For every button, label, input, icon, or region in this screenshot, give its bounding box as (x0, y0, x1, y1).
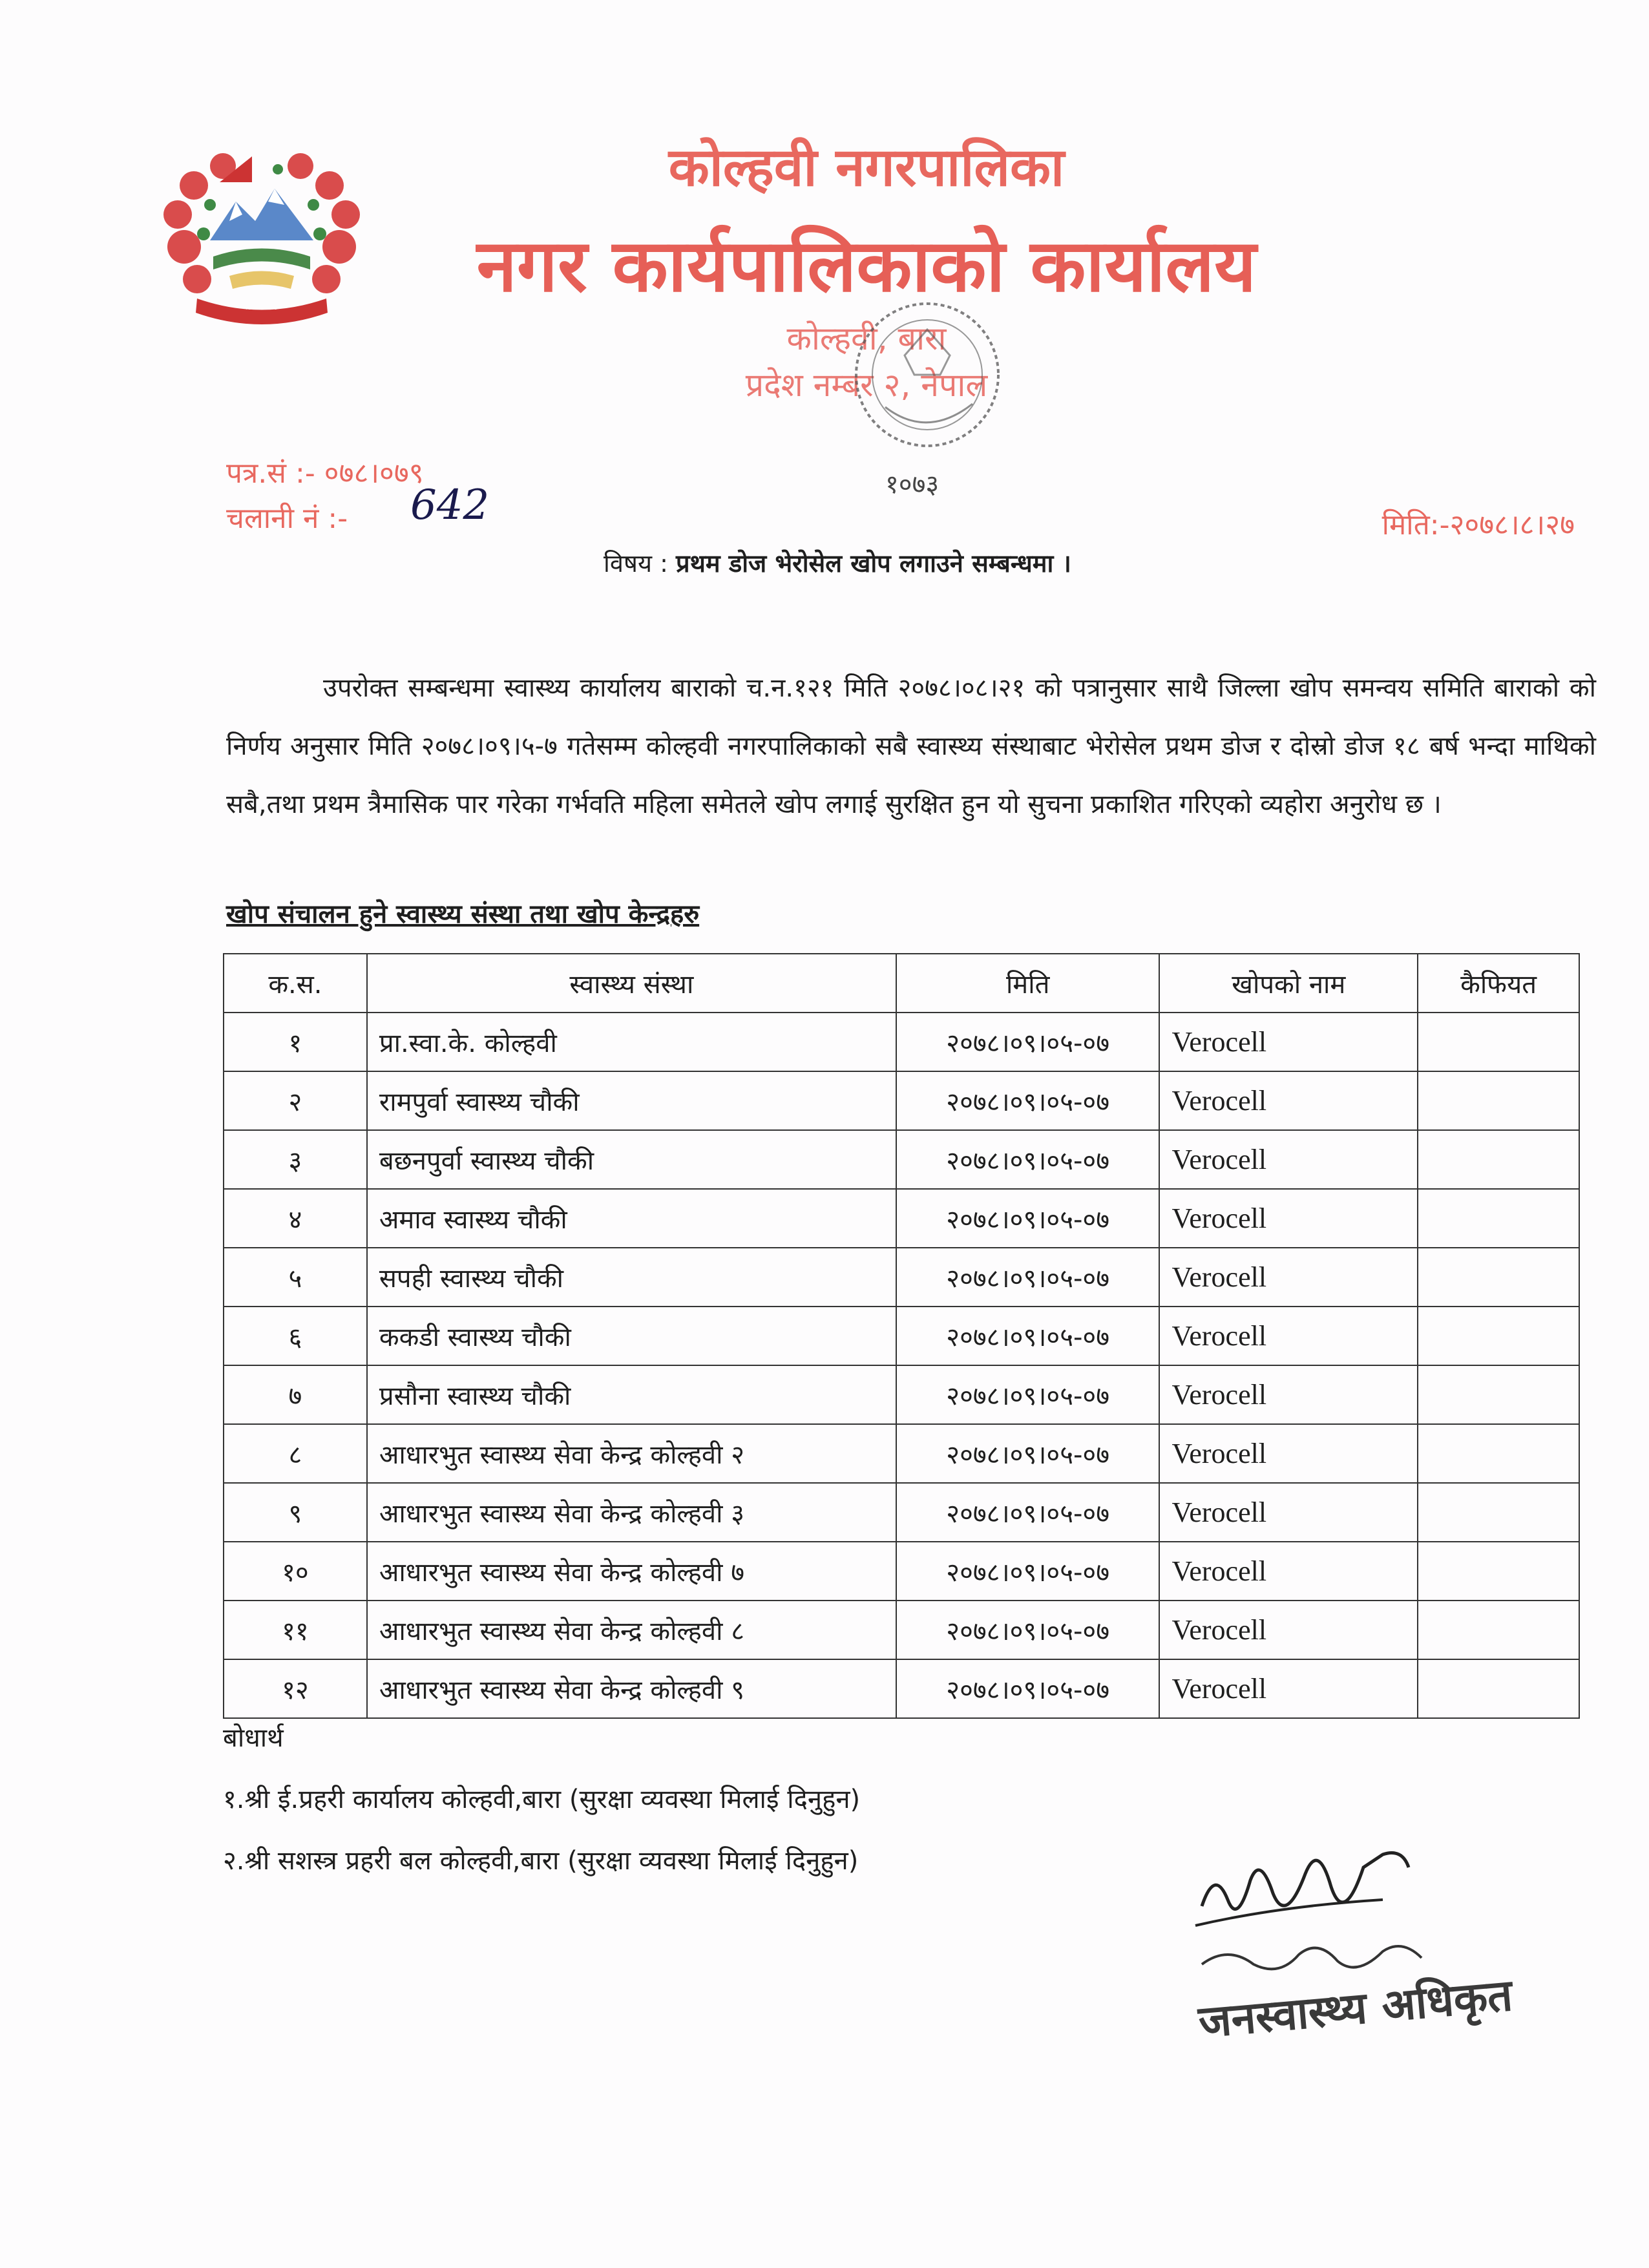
reference-number: पत्र.सं :- ०७८।०७९ (226, 457, 424, 490)
row-vaccine: Verocell (1159, 1601, 1418, 1659)
row-serial: १२ (224, 1659, 367, 1718)
office-location: कोल्हवी, बारा (786, 320, 947, 357)
row-remarks (1418, 1542, 1579, 1601)
section-title: खोप संचालन हुने स्वास्थ्य संस्था तथा खोप केन्द्रहरु (226, 899, 700, 929)
row-serial: ९ (224, 1483, 367, 1542)
row-remarks (1418, 1307, 1579, 1365)
row-facility: आधारभुत स्वास्थ्य सेवा केन्द्र कोल्हवी ७ (367, 1542, 896, 1601)
row-facility: ककडी स्वास्थ्य चौकी (367, 1307, 896, 1365)
signatory-title: जनस्वास्थ्य अधिकृत (1196, 1969, 1515, 2048)
table-row (224, 1013, 1579, 1071)
row-serial: ४ (224, 1189, 367, 1248)
subject-line (0, 546, 1649, 580)
subject-label: विषय : (604, 549, 668, 578)
row-serial: १ (224, 1013, 367, 1071)
row-remarks (1418, 1659, 1579, 1718)
row-vaccine: Verocell (1159, 1659, 1418, 1718)
cc-label: बोधार्थ (223, 1723, 284, 1753)
row-date: २०७८।०९।०५-०७ (896, 1424, 1160, 1483)
health-facility-table (223, 953, 1580, 1719)
header-serial: क.स. (224, 954, 367, 1013)
row-facility: सपही स्वास्थ्य चौकी (367, 1248, 896, 1307)
row-serial: १० (224, 1542, 367, 1601)
table-row (224, 1542, 1579, 1601)
table-row (224, 1071, 1579, 1130)
row-date: २०७८।०९।०५-०७ (896, 1189, 1160, 1248)
row-vaccine: Verocell (1159, 1365, 1418, 1424)
row-date: २०७८।०९।०५-०७ (896, 1365, 1160, 1424)
row-date: २०७८।०९।०५-०७ (896, 1130, 1160, 1189)
table-row (224, 1130, 1579, 1189)
row-vaccine: Verocell (1159, 1071, 1418, 1130)
office-province: प्रदेश नम्बर २, नेपाल (745, 366, 988, 404)
row-facility: बछनपुर्वा स्वास्थ्य चौकी (367, 1130, 896, 1189)
row-remarks (1418, 1130, 1579, 1189)
row-serial: ८ (224, 1424, 367, 1483)
row-remarks (1418, 1071, 1579, 1130)
table-row (224, 1307, 1579, 1365)
row-date: २०७८।०९।०५-०७ (896, 1483, 1160, 1542)
table-row (224, 1189, 1579, 1248)
row-date: २०७८।०९।०५-०७ (896, 1307, 1160, 1365)
header-vaccine: खोपको नाम (1159, 954, 1418, 1013)
row-date: २०७८।०९।०५-०७ (896, 1071, 1160, 1130)
stamp-number: १०७३ (885, 470, 940, 499)
row-serial: २ (224, 1071, 367, 1130)
body-paragraph: उपरोक्त सम्बन्धमा स्वास्थ्य कार्यालय बाराको च.न.१२१ मिति २०७८।०८।२१ को पत्रानुसार साथै जिल्ला खोप समन्वय समिति बाराको को निर्णय अनुसार मिति २०७८।०९।५-७ गतेसम्म कोल्हवी नगरपालिकाको सबै स्वास्थ्य संस्थाबाट भेरोसेल प्रथम डोज र दोस्रो डोज १८ बर्ष भन्दा माथिको सबै,तथा प्रथम त्रैमासिक पार गरेका गर्भवति महिला समेतले खोप लगाई सुरक्षित हुन यो सुचना प्रकाशित गरिएको व्यहोरा अनुरोध छ । (226, 673, 1596, 819)
row-vaccine: Verocell (1159, 1130, 1418, 1189)
row-facility: आधारभुत स्वास्थ्य सेवा केन्द्र कोल्हवी २ (367, 1424, 896, 1483)
row-facility: आधारभुत स्वास्थ्य सेवा केन्द्र कोल्हवी ३ (367, 1483, 896, 1542)
row-remarks (1418, 1365, 1579, 1424)
row-remarks (1418, 1601, 1579, 1659)
table-row (224, 1424, 1579, 1483)
header-facility: स्वास्थ्य संस्था (367, 954, 896, 1013)
row-vaccine: Verocell (1159, 1483, 1418, 1542)
municipality-name: कोल्हवी नगरपालिका (668, 137, 1065, 198)
row-serial: ७ (224, 1365, 367, 1424)
row-serial: ११ (224, 1601, 367, 1659)
row-vaccine: Verocell (1159, 1189, 1418, 1248)
row-date: २०७८।०९।०५-०७ (896, 1601, 1160, 1659)
dispatch-number: 642 (410, 481, 490, 529)
row-remarks (1418, 1424, 1579, 1483)
row-facility: आधारभुत स्वास्थ्य सेवा केन्द्र कोल्हवी ८ (367, 1601, 896, 1659)
table-row (224, 1248, 1579, 1307)
cc-item: १.श्री ई.प्रहरी कार्यालय कोल्हवी,बारा (सुरक्षा व्यवस्था मिलाई दिनुहुन) (223, 1785, 861, 1814)
row-remarks (1418, 1248, 1579, 1307)
row-vaccine: Verocell (1159, 1307, 1418, 1365)
row-facility: रामपुर्वा स्वास्थ्य चौकी (367, 1071, 896, 1130)
dispatch-label: चलानी नं :- (226, 502, 348, 535)
office-stamp-icon (821, 278, 1034, 465)
table-row (224, 1365, 1579, 1424)
row-facility: प्रा.स्वा.के. कोल्हवी (367, 1013, 896, 1071)
row-serial: ५ (224, 1248, 367, 1307)
row-serial: ३ (224, 1130, 367, 1189)
header-remarks: कैफियत (1418, 954, 1579, 1013)
header-date: मिति (896, 954, 1160, 1013)
table-row (224, 1659, 1579, 1718)
row-date: २०७८।०९।०५-०७ (896, 1248, 1160, 1307)
row-date: २०७८।०९।०५-०७ (896, 1013, 1160, 1071)
row-vaccine: Verocell (1159, 1013, 1418, 1071)
row-date: २०७८।०९।०५-०७ (896, 1659, 1160, 1718)
table-row (224, 1483, 1579, 1542)
row-serial: ६ (224, 1307, 367, 1365)
table-header-row (224, 954, 1579, 1013)
row-facility: प्रसौना स्वास्थ्य चौकी (367, 1365, 896, 1424)
row-remarks (1418, 1013, 1579, 1071)
row-remarks (1418, 1189, 1579, 1248)
row-remarks (1418, 1483, 1579, 1542)
letter-date: मिति:-२०७८।८।२७ (1381, 509, 1575, 541)
row-date: २०७८।०९।०५-०७ (896, 1542, 1160, 1601)
subject-text: प्रथम डोज भेरोसेल खोप लगाउने सम्बन्धमा । (676, 549, 1071, 578)
table-row (224, 1601, 1579, 1659)
row-vaccine: Verocell (1159, 1424, 1418, 1483)
row-vaccine: Verocell (1159, 1248, 1418, 1307)
row-facility: आधारभुत स्वास्थ्य सेवा केन्द्र कोल्हवी ९ (367, 1659, 896, 1718)
svg-text:~~~~~: ~~~~~ (245, 304, 278, 313)
cc-item: २.श्री सशस्त्र प्रहरी बल कोल्हवी,बारा (सुरक्षा व्यवस्था मिलाई दिनुहुन) (223, 1846, 859, 1876)
row-facility: अमाव स्वास्थ्य चौकी (367, 1189, 896, 1248)
row-vaccine: Verocell (1159, 1542, 1418, 1601)
office-name: नगर कार्यपालिकाको कार्यालय (476, 224, 1257, 308)
